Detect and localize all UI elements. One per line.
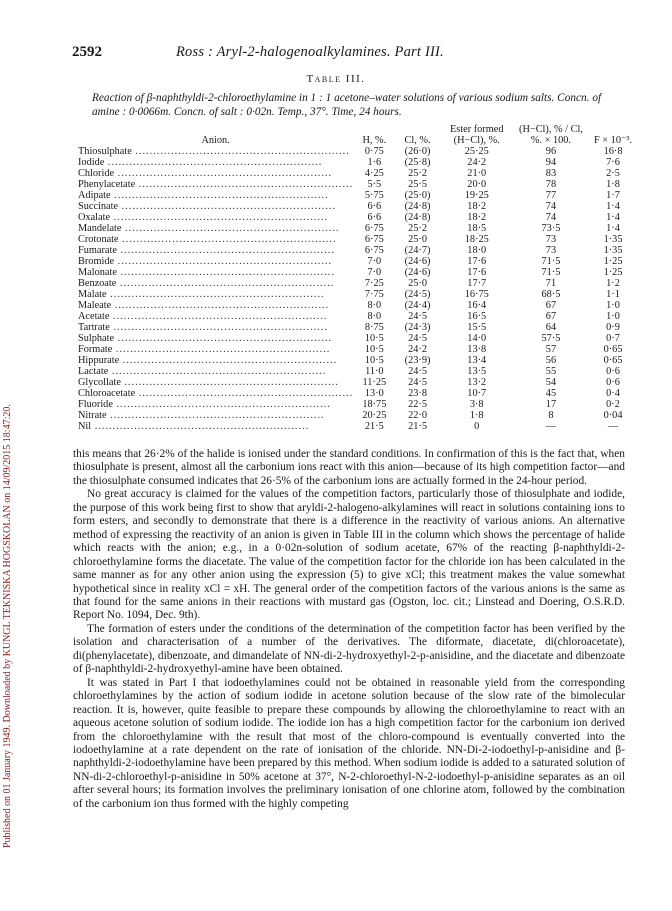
- cell-cl: (24·8): [404, 201, 431, 212]
- cell-h: 11·25: [362, 377, 387, 388]
- table-row: [78, 267, 638, 278]
- download-watermark: [2, 88, 18, 848]
- cell-ester: 13·2: [467, 377, 487, 388]
- cell-f: 0·04: [603, 410, 623, 421]
- cell-ratio: 74: [545, 201, 557, 212]
- cell-cl: 25·0: [408, 234, 427, 245]
- cell-h: 4·25: [364, 168, 384, 179]
- cell-anion: Sulphate ............................................................: [78, 333, 333, 344]
- leader-dots: ............................................................: [106, 410, 325, 421]
- table-row: [78, 344, 638, 355]
- col-header-cl: Cl, %.: [404, 135, 431, 146]
- leader-dots: ............................................................: [106, 289, 325, 300]
- leader-dots: ............................................................: [118, 234, 337, 245]
- cell-anion: Adipate ............................................................: [78, 190, 329, 201]
- cell-f: 1·8: [606, 179, 620, 190]
- table-row: [78, 179, 638, 190]
- cell-h: 20·25: [362, 410, 387, 421]
- table-row: [78, 223, 638, 234]
- cell-anion: Hippurate ............................................................: [78, 355, 338, 366]
- col-header-ester: Ester formed (H−Cl), %.: [450, 124, 504, 146]
- cell-cl: 24·5: [408, 311, 427, 322]
- cell-ratio: 71: [545, 278, 557, 289]
- leader-dots: ............................................................: [114, 333, 333, 344]
- cell-anion: Iodide ............................................................: [78, 157, 323, 168]
- cell-f: —: [607, 421, 619, 432]
- cell-ratio: 77: [545, 190, 557, 201]
- cell-cl: 25·2: [408, 168, 427, 179]
- cell-anion: Formate ............................................................: [78, 344, 331, 355]
- leader-dots: ............................................................: [135, 388, 354, 399]
- cell-h: 10·5: [364, 333, 384, 344]
- cell-ester: 17·7: [467, 278, 487, 289]
- body-text: [73, 448, 625, 811]
- cell-ratio: 73·5: [541, 223, 561, 234]
- cell-cl: 25·0: [408, 278, 427, 289]
- cell-ratio: 68·5: [541, 289, 561, 300]
- cell-h: 7·0: [367, 267, 382, 278]
- cell-ratio: 83: [545, 168, 557, 179]
- table-caption: Reaction of β-naphthyldi-2-chloroethylamine in 1 : 1 acetone–water solutions of various sodium salts. Concn. of amine : 0·0066m. Concn. of salt : 0·02n. Temp., 37°. Time, 24 hours.: [92, 92, 602, 118]
- table-row: [78, 311, 638, 322]
- cell-ester: 10·7: [467, 388, 487, 399]
- table-row: [78, 333, 638, 344]
- table-row: [78, 168, 638, 179]
- table-row: [78, 245, 638, 256]
- cell-ester: 17·6: [467, 267, 487, 278]
- cell-h: 5·75: [364, 190, 384, 201]
- table-row: [78, 421, 638, 432]
- cell-ratio: 73: [545, 234, 557, 245]
- cell-cl: 25·5: [408, 179, 427, 190]
- leader-dots: ............................................................: [121, 223, 340, 234]
- cell-anion: Fumarate ............................................................: [78, 245, 335, 256]
- cell-cl: 22·0: [408, 410, 427, 421]
- cell-ratio: 17: [545, 399, 557, 410]
- cell-h: 11·0: [365, 366, 384, 377]
- cell-ester: 18·5: [467, 223, 487, 234]
- cell-ratio: 67: [545, 300, 557, 311]
- cell-f: 0·9: [606, 322, 620, 333]
- cell-ester: 18·0: [467, 245, 487, 256]
- table-row: [78, 190, 638, 201]
- cell-ratio: 45: [545, 388, 557, 399]
- cell-cl: 25·2: [408, 223, 427, 234]
- cell-ester: 17·6: [467, 256, 487, 267]
- col-header-h: H, %.: [362, 135, 387, 146]
- table-row: [78, 278, 638, 289]
- table-row: [78, 212, 638, 223]
- col-header-anion: Anion.: [201, 135, 230, 146]
- cell-anion: Nitrate ............................................................: [78, 410, 325, 421]
- cell-f: 0·6: [606, 366, 620, 377]
- leader-dots: ............................................................: [118, 201, 337, 212]
- cell-f: 0·6: [606, 377, 620, 388]
- paragraph: this means that 26·2% of the halide is ionised under the standard conditions. In confirmation of this is the fact that, when thiosulphate is present, almost all the carbonium ions react with this anion—because of its high competition factor—and the thiosulphate consumed indicates that 26·5% of the carbonium ions are actually formed in the 24-hour period.: [73, 448, 625, 487]
- cell-anion: Lactate ............................................................: [78, 366, 327, 377]
- table-row: [78, 377, 638, 388]
- cell-ratio: —: [545, 421, 557, 432]
- side-note-text: Published on 01 January 1949. Downloaded by KUNGL TEKNISKA HOGSKOLAN on 14/09/2015 18:47:20.: [2, 404, 13, 848]
- leader-dots: ............................................................: [116, 245, 335, 256]
- cell-h: 8·75: [364, 322, 384, 333]
- cell-ratio: 55: [545, 366, 557, 377]
- cell-ester: 0: [474, 421, 480, 432]
- table-row: [78, 322, 638, 333]
- cell-f: 1·0: [606, 311, 620, 322]
- cell-ester: 16·4: [467, 300, 487, 311]
- cell-h: 21·5: [364, 421, 384, 432]
- cell-anion: Crotonate ............................................................: [78, 234, 337, 245]
- cell-anion: Chloroacetate ............................................................: [78, 388, 354, 399]
- cell-f: 1·4: [606, 223, 620, 234]
- table-row: [78, 157, 638, 168]
- leader-dots: ............................................................: [110, 212, 329, 223]
- table-row: [78, 388, 638, 399]
- cell-ratio: 71·5: [541, 267, 561, 278]
- cell-ratio: 56: [545, 355, 557, 366]
- cell-anion: Glycollate ............................................................: [78, 377, 339, 388]
- cell-ratio: 96: [545, 146, 557, 157]
- leader-dots: ............................................................: [116, 278, 335, 289]
- leader-dots: ............................................................: [112, 399, 331, 410]
- cell-h: 6·6: [367, 201, 382, 212]
- cell-f: 1·25: [603, 256, 623, 267]
- cell-ester: 21·0: [467, 168, 487, 179]
- col-header-ratio: (H−Cl), % / Cl, %. × 100.: [519, 124, 583, 146]
- cell-f: 0·65: [603, 355, 623, 366]
- cell-cl: 24·2: [408, 344, 427, 355]
- cell-cl: (24·6): [404, 267, 431, 278]
- cell-ester: 19·25: [464, 190, 489, 201]
- leader-dots: ............................................................: [119, 355, 338, 366]
- cell-cl: 23·8: [408, 388, 427, 399]
- table-row: [78, 300, 638, 311]
- cell-h: 7·0: [367, 256, 382, 267]
- cell-cl: 24·5: [408, 377, 427, 388]
- cell-anion: Maleate ............................................................: [78, 300, 330, 311]
- col-header-f: F × 10⁻³.: [593, 135, 633, 146]
- cell-f: 1·0: [606, 300, 620, 311]
- leader-dots: ............................................................: [135, 179, 354, 190]
- cell-ester: 1·8: [469, 410, 484, 421]
- cell-ester: 3·8: [469, 399, 484, 410]
- cell-ester: 18·25: [464, 234, 489, 245]
- cell-h: 8·0: [367, 311, 382, 322]
- cell-f: 1·35: [603, 234, 623, 245]
- table-row: [78, 366, 638, 377]
- cell-ratio: 57·5: [541, 333, 561, 344]
- table-body: [78, 146, 638, 432]
- cell-anion: Fluoride ............................................................: [78, 399, 331, 410]
- cell-ratio: 94: [545, 157, 557, 168]
- cell-ester: 25·25: [464, 146, 489, 157]
- leader-dots: ............................................................: [91, 421, 310, 432]
- leader-dots: ............................................................: [116, 267, 335, 278]
- cell-h: 8·0: [367, 300, 382, 311]
- cell-anion: Benzoate ............................................................: [78, 278, 335, 289]
- leader-dots: ............................................................: [104, 157, 323, 168]
- cell-cl: (23·9): [404, 355, 431, 366]
- leader-dots: ............................................................: [109, 322, 328, 333]
- cell-ester: 18·2: [467, 201, 487, 212]
- paragraph: It was stated in Part I that iodoethylamines could not be obtained in reasonable yield from the corresponding chloroethylamines by the action of sodium iodide in acetone solution because of the slow rate of the bimolecular reaction. It is, however, quite feasible to prepare these compounds by allowing the chloroethylamine to react with an aqueous acetone solution of sodium iodide. The iodide ion has a high competition factor for the carbonium ion derived from the chloroethylamine with the result that most of the chloro-compound is eventually converted into the iodoethylamine at a rate dependent on the rate of ionisation of the chloride. NN-Di-2-iodoethyl-p-anisidine and β-naphthyldi-2-iodoethylamine have been prepared by this method. When sodium iodide is added to a saturated solution of NN-di-2-chloroethyl-p-anisidine in 50% acetone at 37°, N-2-chloroethyl-N-2-iodoethyl-p-anisidine separates as an oil after several hours; its formation involves the preliminary ionisation of one chlorine atom, followed by the combination of the carbonium ion thus formed with the highly competing: [73, 676, 625, 810]
- cell-f: 1·4: [606, 212, 620, 223]
- cell-h: 18·75: [362, 399, 387, 410]
- cell-anion: Succinate ............................................................: [78, 201, 337, 212]
- cell-ester: 20·0: [467, 179, 487, 190]
- cell-cl: (25·8): [404, 157, 431, 168]
- cell-h: 6·75: [364, 223, 384, 234]
- cell-h: 6·6: [367, 212, 382, 223]
- cell-ester: 13·5: [467, 366, 487, 377]
- cell-ester: 16·5: [467, 311, 487, 322]
- cell-anion: Malate ............................................................: [78, 289, 325, 300]
- leader-dots: ............................................................: [114, 256, 333, 267]
- cell-h: 7·75: [364, 289, 384, 300]
- running-head: Ross : Aryl-2-halogenoalkylamines. Part III.: [176, 44, 444, 60]
- cell-anion: Mandelate ............................................................: [78, 223, 340, 234]
- cell-f: 1·25: [603, 267, 623, 278]
- cell-ester: 24·2: [467, 157, 487, 168]
- cell-cl: 21·5: [408, 421, 427, 432]
- cell-ratio: 54: [545, 377, 557, 388]
- cell-ester: 18·2: [467, 212, 487, 223]
- table-row: [78, 289, 638, 300]
- cell-f: 7·6: [606, 157, 620, 168]
- cell-ester: 13·4: [467, 355, 487, 366]
- cell-f: 2·5: [606, 168, 620, 179]
- cell-cl: (25·0): [404, 190, 431, 201]
- cell-h: 5·5: [367, 179, 382, 190]
- cell-cl: (24·8): [404, 212, 431, 223]
- cell-cl: (24·4): [404, 300, 431, 311]
- cell-ratio: 71·5: [541, 256, 561, 267]
- cell-ratio: 73: [545, 245, 557, 256]
- cell-h: 0·75: [364, 146, 384, 157]
- paragraph: No great accuracy is claimed for the values of the competition factors, particularly those of thiosulphate and iodide, the purpose of this work being first to show that aryldi-2-halogeno-alkylamines will react in solutions containing ions to form esters, and secondly to demonstrate that there is a difference in the reactivity of various anions. An alternative method of expressing the reactivity of an anion is given in Table III in the column which shows the percentage of halide which reacts with the anion; e.g., in a 0·02n-solution of sodium acetate, 67% of the reacting β-naphthyldi-2-chloroethylamine forms the diacetate. The value of the competition factor for the chloride ion has been calculated in the same manner as for any other anion using the expression (5) to give xCl; this treatment makes the value somewhat hypothetical since in reality xCl = xH. The general order of the competition factors of the various anions is the same as that found for the same anions in their reactions with mustard gas (Ogston, loc. cit.; Linstead and Doering, O.S.R.D. Report No. 1094, Dec. 9th).: [73, 488, 625, 622]
- cell-cl: 24·5: [408, 366, 427, 377]
- table-title: Table III.: [306, 73, 366, 85]
- data-table: [78, 124, 638, 432]
- cell-h: 6·75: [364, 245, 384, 256]
- cell-anion: Oxalate ............................................................: [78, 212, 329, 223]
- cell-ester: 13·8: [467, 344, 487, 355]
- leader-dots: ............................................................: [114, 168, 333, 179]
- cell-anion: Nil ............................................................: [78, 421, 310, 432]
- cell-f: 1·7: [606, 190, 620, 201]
- cell-ester: 15·5: [467, 322, 487, 333]
- cell-f: 1·1: [606, 289, 620, 300]
- leader-dots: ............................................................: [120, 377, 339, 388]
- cell-anion: Bromide ............................................................: [78, 256, 333, 267]
- cell-f: 1·35: [603, 245, 623, 256]
- leader-dots: ............................................................: [108, 366, 327, 377]
- cell-ester: 16·75: [464, 289, 489, 300]
- cell-cl: (24·5): [404, 289, 431, 300]
- cell-h: 7·25: [364, 278, 384, 289]
- cell-ratio: 74: [545, 212, 557, 223]
- cell-cl: 24·5: [408, 333, 427, 344]
- cell-f: 1·4: [606, 201, 620, 212]
- table-row: [78, 355, 638, 366]
- leader-dots: ............................................................: [111, 300, 330, 311]
- cell-h: 1·6: [367, 157, 382, 168]
- cell-anion: Malonate ............................................................: [78, 267, 335, 278]
- table-row: [78, 399, 638, 410]
- table-row: [78, 410, 638, 421]
- page-number: 2592: [72, 44, 102, 60]
- cell-cl: 22·5: [408, 399, 427, 410]
- page-header: [72, 44, 612, 61]
- cell-cl: (24·3): [404, 322, 431, 333]
- table-row: [78, 256, 638, 267]
- table-row: [78, 201, 638, 212]
- leader-dots: ............................................................: [109, 311, 328, 322]
- cell-f: 1·2: [606, 278, 620, 289]
- cell-ester: 14·0: [467, 333, 487, 344]
- table-header-row: [78, 124, 638, 146]
- cell-h: 13·0: [364, 388, 384, 399]
- cell-h: 10·5: [364, 344, 384, 355]
- cell-f: 0·4: [606, 388, 620, 399]
- table-row: [78, 146, 638, 157]
- cell-anion: Acetate ............................................................: [78, 311, 328, 322]
- leader-dots: ............................................................: [110, 190, 329, 201]
- cell-anion: Tartrate ............................................................: [78, 322, 328, 333]
- cell-f: 0·7: [606, 333, 620, 344]
- cell-h: 6·75: [364, 234, 384, 245]
- cell-ratio: 8: [548, 410, 554, 421]
- table-row: [78, 234, 638, 245]
- leader-dots: ............................................................: [131, 146, 350, 157]
- cell-ratio: 64: [545, 322, 557, 333]
- cell-cl: (26·0): [404, 146, 431, 157]
- cell-anion: Phenylacetate ............................................................: [78, 179, 354, 190]
- cell-f: 16·8: [603, 146, 623, 157]
- cell-cl: (24·7): [404, 245, 431, 256]
- cell-anion: Thiosulphate ............................................................: [78, 146, 350, 157]
- cell-ratio: 67: [545, 311, 557, 322]
- cell-ratio: 57: [545, 344, 557, 355]
- cell-h: 10·5: [364, 355, 384, 366]
- cell-anion: Chloride ............................................................: [78, 168, 333, 179]
- cell-f: 0·2: [606, 399, 620, 410]
- cell-f: 0·65: [603, 344, 623, 355]
- paragraph: The formation of esters under the conditions of the determination of the competition factor has been verified by the isolation and characterisation of a number of the derivatives. The diformate, diacetate, di(chloroacetate), di(phenylacetate), dibenzoate, and dimandelate of NN-di-2-hydroxyethyl-2-p-anisidine, and the diacetate and dibenzoate of β-naphthyldi-2-hydroxyethyl-amine have been obtained.: [73, 622, 625, 676]
- cell-cl: (24·6): [404, 256, 431, 267]
- cell-ratio: 78: [545, 179, 557, 190]
- leader-dots: ............................................................: [112, 344, 331, 355]
